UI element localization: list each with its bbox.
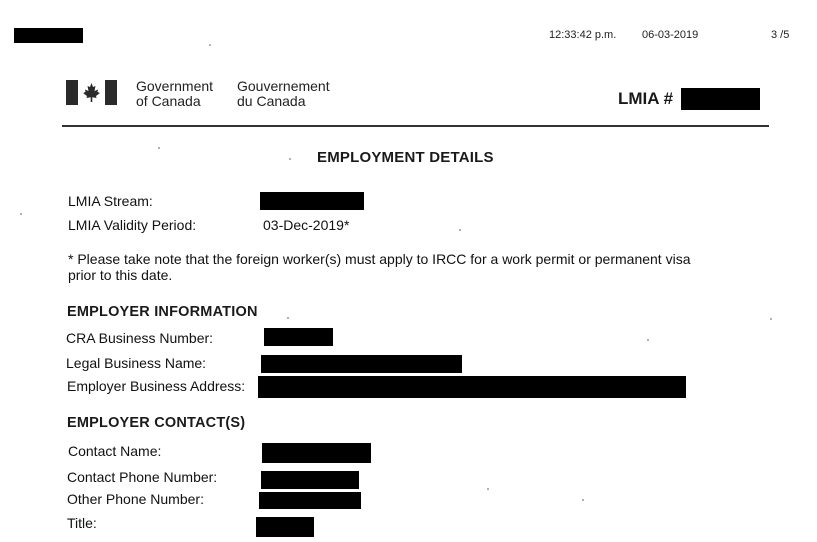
redacted-other-phone <box>259 492 361 509</box>
redacted-cra-number <box>264 328 333 346</box>
fax-date: 06-03-2019 <box>642 29 699 41</box>
scan-speck <box>647 339 649 341</box>
fax-time: 12:33:42 p.m. <box>549 29 617 41</box>
redacted-contact-title <box>256 517 314 537</box>
scan-speck <box>487 488 489 490</box>
gov-name-fr-line2: du Canada <box>237 93 306 109</box>
redacted-lmia-stream <box>260 192 364 210</box>
header-rule <box>62 125 769 127</box>
employer-contact-heading: EMPLOYER CONTACT(S) <box>67 415 246 431</box>
gov-name-en-line1: Government <box>136 78 214 94</box>
gov-name-fr-line1: Gouvernement <box>237 78 330 94</box>
scan-speck <box>459 229 461 231</box>
lmia-number-label: LMIA # <box>618 89 674 108</box>
page-title: EMPLOYMENT DETAILS <box>317 149 494 166</box>
note-line-2: prior to this date. <box>68 267 173 283</box>
maple-leaf-icon <box>78 80 105 105</box>
legal-name-label: Legal Business Name: <box>66 355 207 371</box>
fax-page: 3 /5 <box>771 29 790 41</box>
employer-info-heading: EMPLOYER INFORMATION <box>67 304 258 320</box>
scan-speck <box>20 213 22 215</box>
scan-speck <box>287 317 289 319</box>
contact-title-label: Title: <box>67 515 97 531</box>
redacted-lmia-number <box>681 88 760 110</box>
scan-speck <box>158 147 160 149</box>
canada-flag-logo <box>66 80 117 105</box>
cra-number-label: CRA Business Number: <box>66 330 214 346</box>
redacted-sender <box>14 28 83 43</box>
redacted-business-address <box>258 376 686 398</box>
other-phone-label: Other Phone Number: <box>67 491 204 507</box>
business-address-label: Employer Business Address: <box>67 378 246 394</box>
scan-speck <box>770 318 772 320</box>
scan-speck <box>209 44 211 46</box>
lmia-stream-label: LMIA Stream: <box>68 193 153 209</box>
lmia-validity-label: LMIA Validity Period: <box>68 217 197 233</box>
note-line-1: * Please take note that the foreign worker(s) must apply to IRCC for a work permit or permanent visa <box>68 251 691 267</box>
redacted-contact-phone <box>261 471 359 489</box>
lmia-validity-value: 03-Dec-2019* <box>263 217 350 233</box>
redacted-legal-name <box>261 355 462 373</box>
gov-name-en-line2: of Canada <box>136 93 201 109</box>
scan-speck <box>289 158 291 160</box>
contact-phone-label: Contact Phone Number: <box>67 469 218 485</box>
contact-name-label: Contact Name: <box>68 443 162 459</box>
scan-speck <box>582 499 584 501</box>
redacted-contact-name <box>262 443 371 463</box>
